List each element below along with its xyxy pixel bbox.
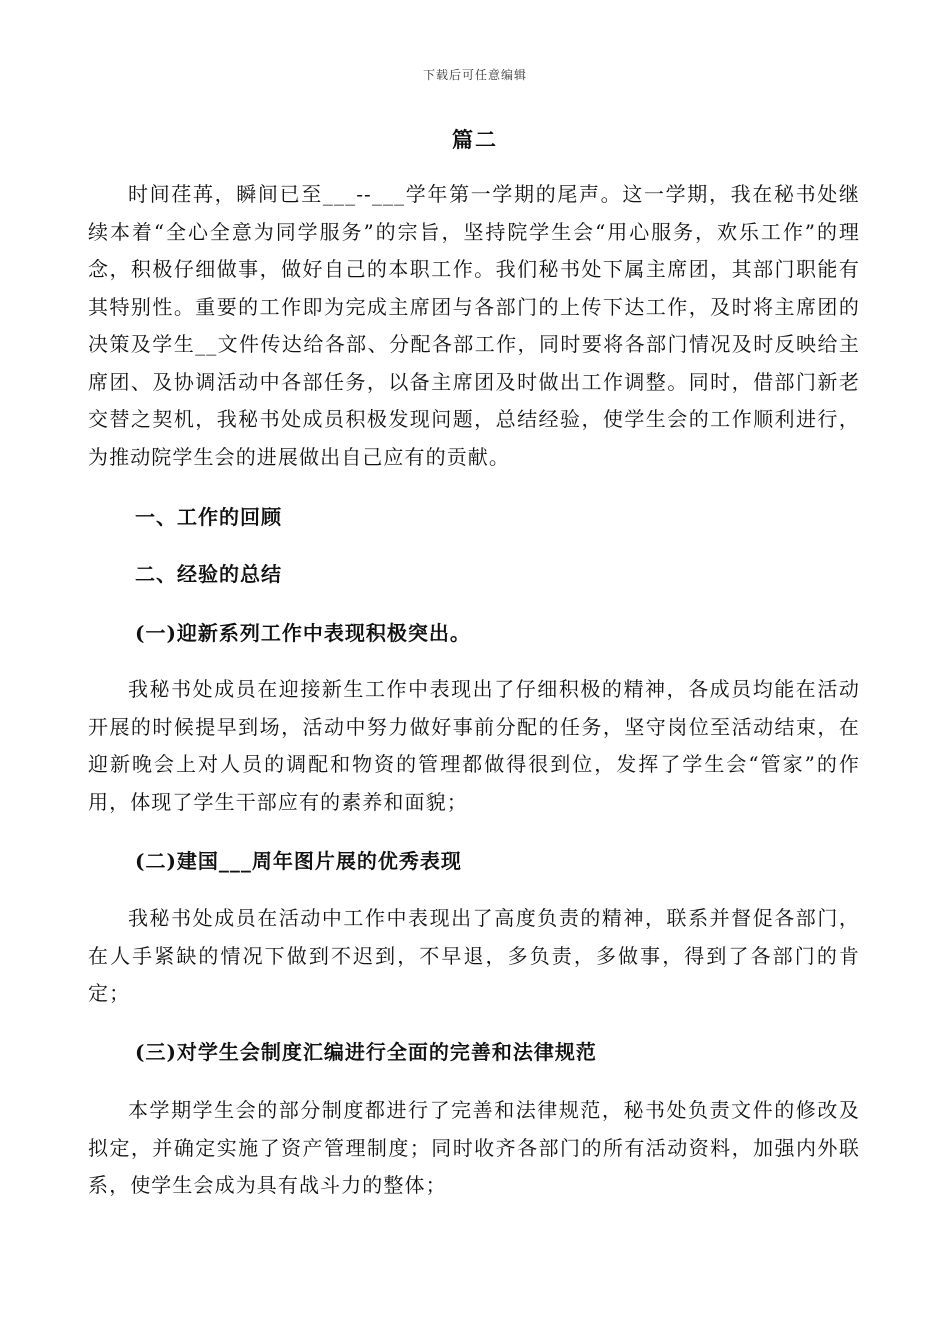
section-heading-summary: 二、经验的总结 — [135, 562, 282, 586]
header-note: 下载后可任意编辑 — [422, 68, 527, 82]
subsection-heading-3: (三)对学生会制度汇编进行全面的完善和法律规范 — [135, 1040, 597, 1064]
intro-paragraph: 时间荏苒，瞬间已至___--___学年第一学期的尾声。这一学期，我在秘书处继续本着“全心全意为同学服务”的宗旨，坚持院学生会“用心服务，欢乐工作”的理念，积极仔细做事，做好自己的本职工作。我们秘书处下属主席团，其部门职能有其特别性。重要的工作即为完成主席团与各部门的上传下达工作，及时将主席团的决策及学生__文件传达给各部、分配各部工作，同时要将各部门情况及时反映给主席团、及协调活动中各部任务，以备主席团及时做出工作调整。同时，借部门新老交替之契机，我秘书处成员积极发现问题，总结经验，使学生会的工作顺利进行，为推动院学生会的进展做出自己应有的贡献。 — [88, 182, 860, 469]
subsection-heading-1: (一)迎新系列工作中表现积极突出。 — [135, 621, 471, 645]
section-heading-review: 一、工作的回顾 — [135, 505, 282, 529]
subsection-heading-2: (二)建国___周年图片展的优秀表现 — [135, 849, 462, 873]
subsection-paragraph-2: 我秘书处成员在活动中工作中表现出了高度负责的精神，联系并督促各部门，在人手紧缺的情况下做到不迟到，不早退，多负责，多做事，得到了各部门的肯定； — [88, 906, 860, 1005]
subsection-paragraph-3: 本学期学生会的部分制度都进行了完善和法律规范，秘书处负责文件的修改及拟定，并确定实施了资产管理制度；同时收齐各部门的所有活动资料，加强内外联系，使学生会成为具有战斗力的整体； — [88, 1098, 860, 1197]
subsection-paragraph-1: 我秘书处成员在迎接新生工作中表现出了仔细积极的精神，各成员均能在活动开展的时候提早到场，活动中努力做好事前分配的任务，坚守岗位至活动结束，在迎新晚会上对人员的调配和物资的管理都做得很到位，发挥了学生会“管家”的作用，体现了学生干部应有的素养和面貌； — [88, 677, 860, 814]
document-title: 篇二 — [452, 127, 498, 152]
